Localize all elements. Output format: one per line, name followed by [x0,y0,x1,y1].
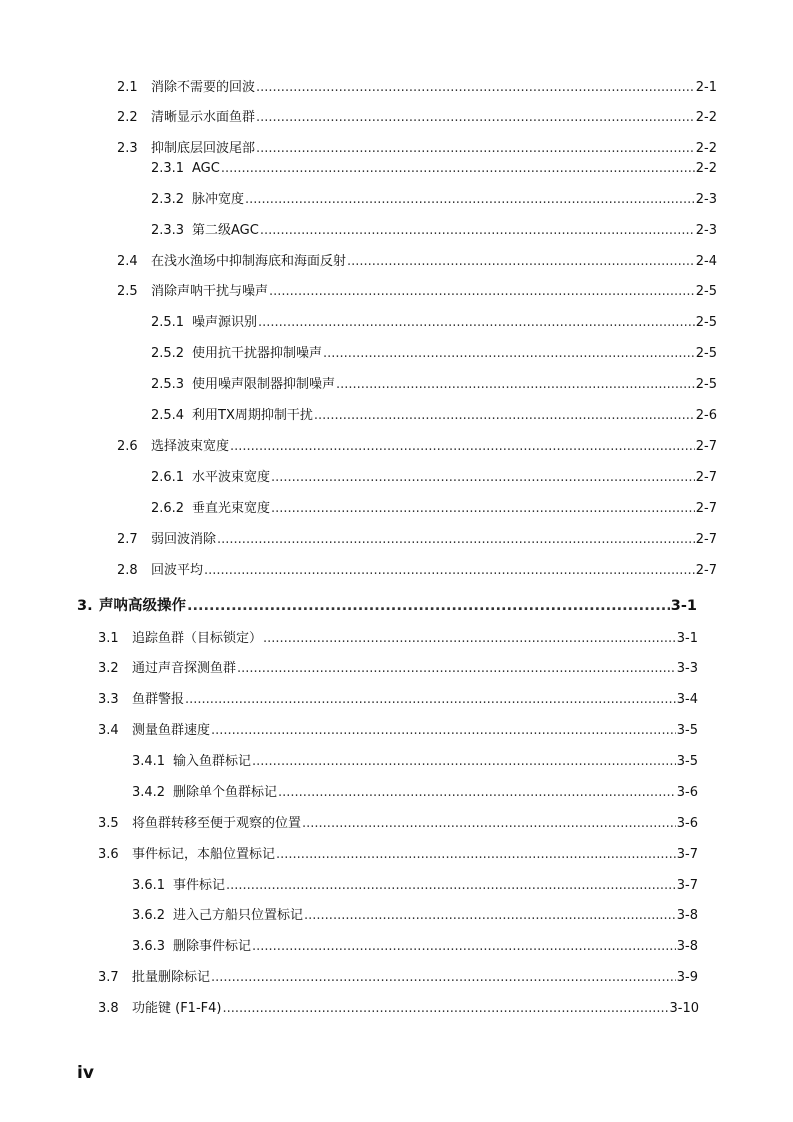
toc-entry-title: 进入己方船只位置标记 [173,908,304,923]
toc-entry-title: 事件标记，本船位置标记 [132,847,276,862]
toc-entry-page: 2-2 [695,141,717,156]
toc-entry-page: 3-8 [676,939,698,954]
dot-leader [230,439,695,454]
toc-entry-page: 2-5 [695,315,717,330]
toc-entry-number: 3.5 [98,816,119,831]
toc-entry-title: 批量删除标记 [132,970,211,985]
dot-leader [256,110,695,125]
toc-entry-title: 删除单个鱼群标记 [173,785,278,800]
toc-entry-title: 消除不需要的回波 [151,80,256,95]
toc-entry-number: 2.3.1 [151,161,185,176]
toc-entry[interactable] [98,719,698,738]
toc-entry[interactable] [151,404,717,423]
toc-entry[interactable] [132,781,698,800]
toc-entry[interactable] [117,137,717,156]
toc-entry-page: 3-1 [670,598,697,614]
toc-entry-title: 水平波束宽度 [192,470,271,485]
toc-entry-title: 弱回波消除 [151,532,217,547]
toc-entry-number: 2.2 [117,110,138,125]
toc-entry-page: 3-10 [669,1001,699,1016]
dot-leader [245,192,695,207]
toc-entry-title: 删除事件标记 [173,939,252,954]
dot-leader [252,754,676,769]
toc-entry-page: 2-7 [695,501,717,516]
toc-entry-number: 2.6.2 [151,501,185,516]
toc-entry[interactable] [117,76,717,95]
toc-entry-title: 选择波束宽度 [151,439,230,454]
toc-entry-number: 3.4 [98,723,119,738]
toc-entry-title: 噪声源识别 [192,315,258,330]
toc-entry-number: 3.4.2 [132,785,166,800]
toc-entry[interactable] [151,188,717,207]
toc-chapter-entry[interactable] [77,594,697,615]
toc-entry-page: 3-5 [676,754,698,769]
toc-entry[interactable] [98,843,698,862]
dot-leader [336,377,695,392]
toc-entry-number: 3.6.3 [132,939,166,954]
toc-entry-page: 3-7 [676,847,698,862]
toc-entry-page: 2-2 [695,161,717,176]
toc-entry[interactable] [117,280,717,299]
toc-entry-title: 脉冲宽度 [192,192,245,207]
dot-leader [256,141,695,156]
toc-entry-number: 2.6.1 [151,470,185,485]
toc-entry[interactable] [132,935,698,954]
toc-entry-page: 2-7 [695,532,717,547]
toc-entry-title: 垂直光束宽度 [192,501,271,516]
toc-entry-number: 2.5.4 [151,408,185,423]
dot-leader [222,1001,668,1016]
toc-entry-title: 鱼群警报 [132,692,185,707]
toc-entry[interactable] [151,342,717,361]
toc-entry[interactable] [98,688,698,707]
toc-entry[interactable] [98,627,698,646]
toc-entry-title: 消除声呐干扰与噪声 [151,284,269,299]
toc-entry-page: 3-3 [676,661,698,676]
toc-entry-number: 2.5.2 [151,346,185,361]
toc-entry-title: AGC [192,161,220,176]
toc-entry-number: 3.2 [98,661,119,676]
toc-entry-title: 利用TX周期抑制干扰 [192,408,313,423]
toc-entry-number: 3.8 [98,1001,119,1016]
toc-entry-number: 2.8 [117,563,138,578]
toc-entry[interactable] [132,904,698,923]
toc-entry-page: 2-7 [695,563,717,578]
dot-leader [314,408,695,423]
toc-entry-title: 追踪鱼群（目标锁定） [132,631,263,646]
toc-entry-number: 3.6.1 [132,878,166,893]
dot-leader [204,563,695,578]
toc-entry[interactable] [151,161,717,176]
dot-leader [211,723,676,738]
page-number: iv [77,1063,94,1083]
toc-entry-number: 3. [77,598,93,614]
toc-entry-number: 2.5 [117,284,138,299]
toc-entry-title: 测量鱼群速度 [132,723,211,738]
dot-leader [187,598,670,614]
dot-leader [302,816,676,831]
toc-entry[interactable] [151,373,717,392]
dot-leader [226,878,676,893]
toc-entry-number: 3.3 [98,692,119,707]
toc-entry-number: 2.3 [117,141,138,156]
toc-entry-number: 2.5.3 [151,377,185,392]
toc-entry-page: 3-5 [676,723,698,738]
toc-entry-number: 2.6 [117,439,138,454]
toc-entry-page: 2-3 [695,223,717,238]
dot-leader [347,254,695,269]
toc-entry[interactable] [98,812,698,831]
dot-leader [278,785,676,800]
toc-entry-title: 抑制底层回波尾部 [151,141,256,156]
toc-entry[interactable] [117,528,717,547]
toc-entry-number: 2.7 [117,532,138,547]
toc-entry-page: 3-9 [676,970,698,985]
toc-entry-page: 2-4 [695,254,717,269]
toc-entry-page: 3-7 [676,878,698,893]
toc-entry[interactable] [98,657,698,676]
toc-entry-page: 2-5 [695,377,717,392]
toc-entry-page: 3-4 [676,692,698,707]
toc-entry-title: 使用噪声限制器抑制噪声 [192,377,336,392]
dot-leader [211,970,676,985]
toc-entry-page: 3-1 [676,631,698,646]
dot-leader [271,501,695,516]
toc-entry[interactable] [98,997,699,1016]
toc-entry-number: 3.7 [98,970,119,985]
dot-leader [256,80,695,95]
dot-leader [217,532,695,547]
toc-entry-number: 2.5.1 [151,315,185,330]
toc-entry-page: 2-3 [695,192,717,207]
toc-entry-number: 2.3.2 [151,192,185,207]
toc-entry[interactable] [132,874,698,893]
toc-entry-page: 3-8 [676,908,698,923]
dot-leader [221,161,695,176]
toc-entry-page: 2-7 [695,439,717,454]
toc-entry-title: 声呐高级操作 [99,598,186,614]
toc-entry-title: 在浅水渔场中抑制海底和海面反射 [151,254,347,269]
toc-entry[interactable] [117,435,717,454]
toc-entry-number: 2.3.3 [151,223,185,238]
dot-leader [323,346,695,361]
toc-entry-page: 3-6 [676,816,698,831]
toc-entry[interactable] [117,250,717,269]
toc-entry[interactable] [151,219,717,238]
toc-entry-title: 通过声音探测鱼群 [132,661,237,676]
dot-leader [258,315,695,330]
toc-entry-number: 3.4.1 [132,754,166,769]
dot-leader [185,692,676,707]
toc-entry-page: 2-6 [695,408,717,423]
toc-entry-number: 3.6.2 [132,908,166,923]
toc-entry[interactable] [117,106,717,125]
toc-entry-title: 将鱼群转移至便于观察的位置 [132,816,302,831]
toc-entry-number: 3.6 [98,847,119,862]
dot-leader [276,847,676,862]
toc-entry-title: 输入鱼群标记 [173,754,252,769]
dot-leader [252,939,676,954]
toc-entry[interactable] [151,497,717,516]
toc-entry-title: 清晰显示水面鱼群 [151,110,256,125]
toc-entry-number: 2.1 [117,80,138,95]
toc-entry-page: 2-5 [695,346,717,361]
toc-entry-page: 2-7 [695,470,717,485]
dot-leader [260,223,695,238]
dot-leader [263,631,676,646]
dot-leader [304,908,676,923]
toc-entry[interactable] [151,466,717,485]
dot-leader [269,284,695,299]
toc-entry[interactable] [117,559,717,578]
toc-entry-title: 第二级AGC [192,223,259,238]
toc-entry-title: 功能键 (F1-F4) [132,1001,222,1016]
toc-entry-title: 回波平均 [151,563,204,578]
toc-entry-page: 3-6 [676,785,698,800]
dot-leader [271,470,695,485]
toc-entry[interactable] [98,966,698,985]
toc-entry-title: 事件标记 [173,878,226,893]
toc-entry-number: 2.4 [117,254,138,269]
toc-entry-title: 使用抗干扰器抑制噪声 [192,346,323,361]
toc-entry-page: 2-5 [695,284,717,299]
toc-entry[interactable] [132,750,698,769]
toc-entry-number: 3.1 [98,631,119,646]
toc-entry[interactable] [151,311,717,330]
dot-leader [237,661,676,676]
toc-entry-page: 2-1 [695,80,717,95]
toc-entry-page: 2-2 [695,110,717,125]
